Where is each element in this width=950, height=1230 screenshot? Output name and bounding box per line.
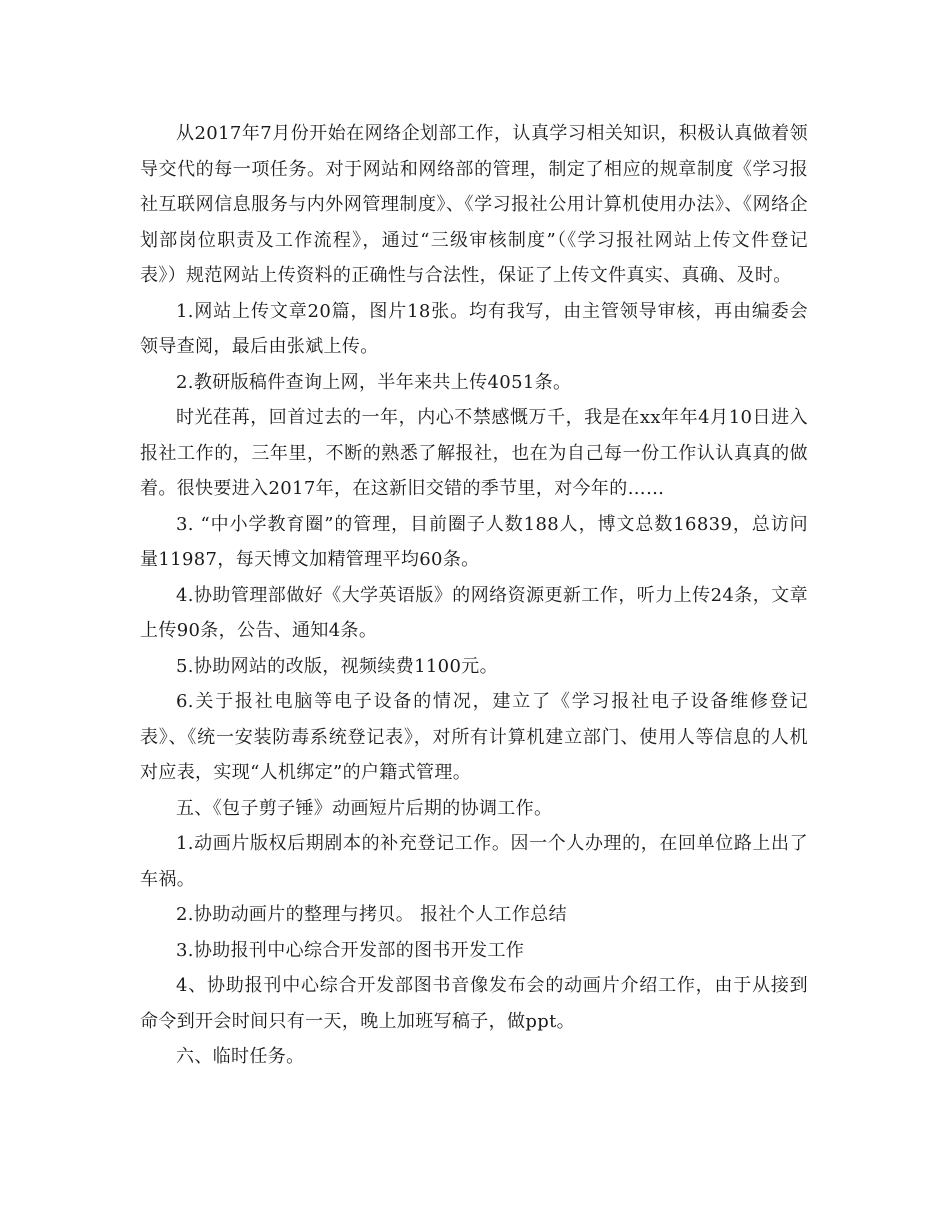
paragraph: 1.网站上传文章20篇，图片18张。均有我写，由主管领导审核，再由编委会领导查阅，最后由张斌上传。 (140, 300, 808, 357)
paragraph: 1.动画片版权后期剧本的补充登记工作。因一个人办理的，在回单位路上出了车祸。 (140, 833, 808, 890)
paragraph: 2.教研版稿件查询上网，半年来共上传4051条。 (176, 371, 572, 393)
section-heading: 五、《包子剪子锤》动画短片后期的协调工作。 (176, 797, 553, 819)
document-body (140, 116, 808, 1075)
paragraph: 4、协助报刊中心综合开发部图书音像发布会的动画片介绍工作，由于从接到命令到开会时间只有一天，晚上加班写稿子，做ppt。 (140, 975, 808, 1032)
section-heading: 六、临时任务。 (176, 1046, 305, 1067)
paragraph: 5.协助网站的改版，视频续费1100元。 (176, 655, 498, 677)
paragraph: 4.协助管理部做好《大学英语版》的网络资源更新工作，听力上传24条，文章上传90条，公告、通知4条。 (140, 584, 808, 641)
paragraph: 2.协助动画片的整理与拷贝。 报社个人工作总结 (176, 904, 567, 925)
paragraph: 3. “中小学教育圈”的管理，目前圈子人数188人，博文总数16839，总访问量11987，每天博文加精管理平均60条。 (140, 513, 808, 570)
paragraph: 6.关于报社电脑等电子设备的情况，建立了《学习报社电子设备维修登记表》、《统一安装防毒系统登记表》，对所有计算机建立部门、使用人等信息的人机对应表，实现“人机绑定”的户籍式管理。 (140, 691, 808, 783)
paragraph: 3.协助报刊中心综合开发部的图书开发工作 (176, 939, 525, 961)
paragraph: 时光荏苒，回首过去的一年，内心不禁感慨万千，我是在xx年年4月10日进入报社工作的，三年里，不断的熟悉了解报社，也在为自己每一份工作认认真真的做着。很快要进入2017年，在这新旧交错的季节里，对今年的…… (140, 407, 808, 499)
paragraph: 从2017年7月份开始在网络企划部工作，认真学习相关知识，积极认真做着领导交代的每一项任务。对于网站和网络部的管理，制定了相应的规章制度《学习报社互联网信息服务与内外网管理制度》、《学习报社公用计算机使用办法》、《网络企划部岗位职责及工作流程》，通过“三级审核制度”（《学习报社网站上传文件登记表》）规范网站上传资料的正确性与合法性，保证了上传文件真实、真确、及时。 (140, 123, 808, 286)
